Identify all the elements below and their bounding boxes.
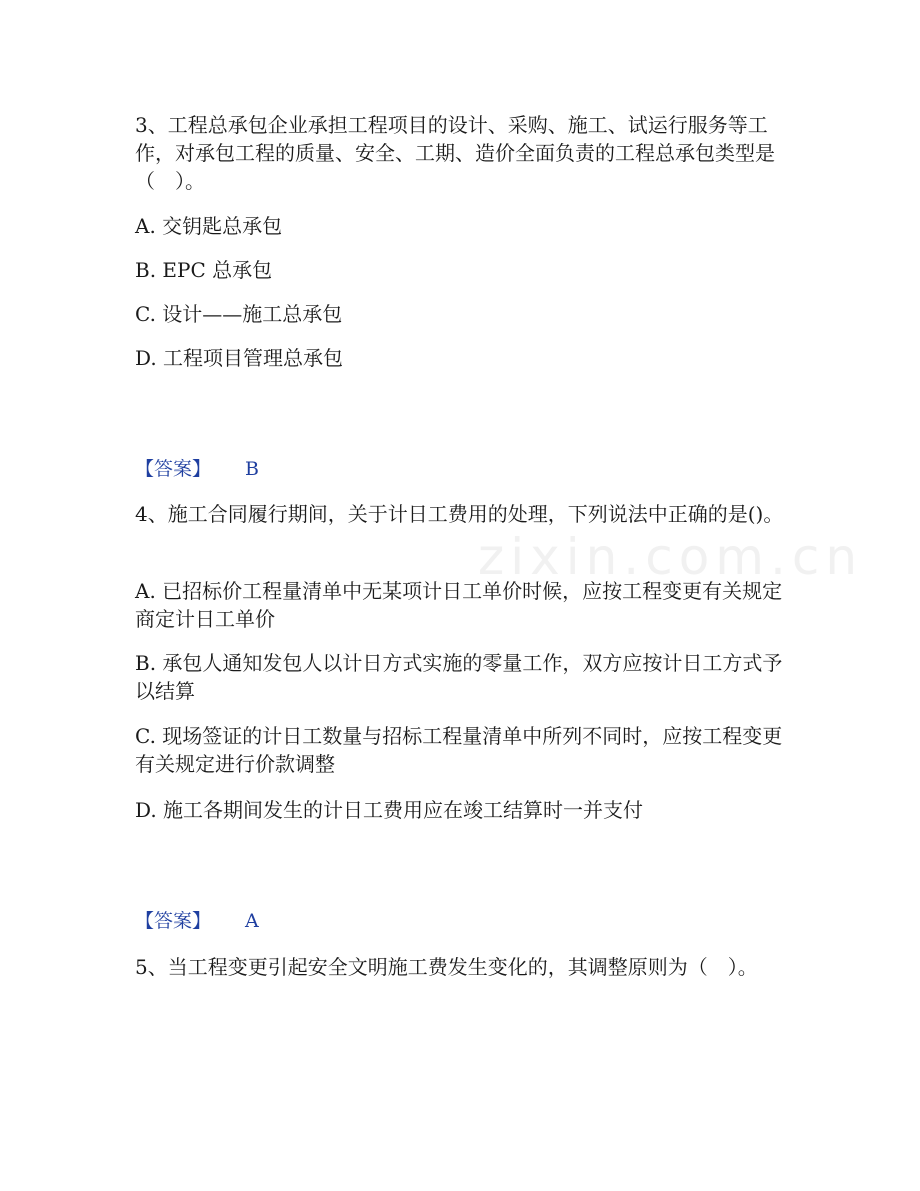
question-3 (135, 111, 785, 195)
question-4-option-d (135, 796, 785, 824)
question-4-answer (135, 907, 785, 935)
question-3-text: 3、工程总承包企业承担工程项目的设计、采购、施工、试运行服务等工作，对承包工程的质量、安全、工期、造价全面负责的工程总承包类型是（ ）。 (135, 113, 775, 193)
question-5 (135, 953, 785, 981)
question-4-option-a (135, 577, 785, 633)
question-3-answer (135, 455, 785, 483)
option-text: D. 工程项目管理总承包 (135, 346, 344, 370)
option-text: B. EPC 总承包 (135, 258, 273, 282)
option-text: B. 承包人通知发包人以计日方式实施的零量工作，双方应按计日工方式予以结算 (135, 651, 783, 703)
option-text: C. 现场签证的计日工数量与招标工程量清单中所列不同时，应按工程变更有关规定进行价款调整 (135, 724, 783, 776)
question-4-text: 4、施工合同履行期间，关于计日工费用的处理，下列说法中正确的是()。 (135, 502, 784, 526)
question-3-option-c (135, 300, 785, 328)
watermark: zixin.com.cn (478, 528, 864, 586)
option-text: A. 交钥匙总承包 (135, 214, 283, 238)
option-text: C. 设计——施工总承包 (135, 302, 343, 326)
option-text: A. 已招标价工程量清单中无某项计日工单价时候，应按工程变更有关规定商定计日工单价 (135, 579, 783, 631)
answer-label: 【答案】 (135, 910, 212, 932)
question-3-option-a (135, 212, 785, 240)
option-text: D. 施工各期间发生的计日工费用应在竣工结算时一并支付 (135, 798, 644, 822)
question-5-text: 5、当工程变更引起安全文明施工费发生变化的，其调整原则为（ ）。 (135, 955, 758, 979)
question-3-option-d (135, 344, 785, 372)
answer-value: B (245, 458, 259, 480)
answer-value: A (245, 910, 259, 932)
question-4 (135, 500, 785, 528)
question-4-option-c (135, 722, 785, 778)
question-4-option-b (135, 649, 785, 705)
question-3-option-b (135, 256, 785, 284)
answer-label: 【答案】 (135, 458, 212, 480)
